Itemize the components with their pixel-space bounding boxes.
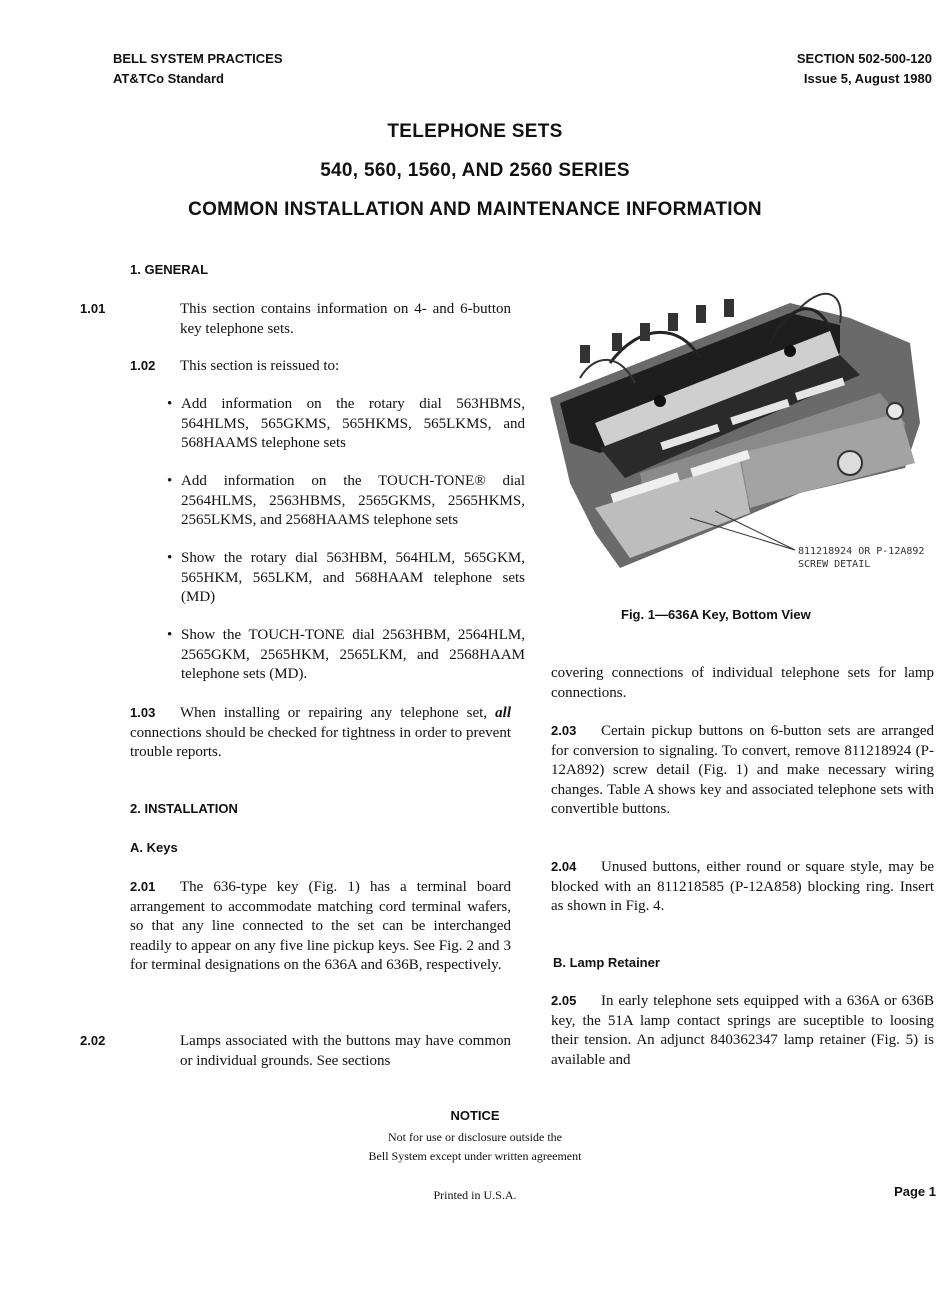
paragraph-number: 1.03: [130, 705, 156, 720]
figure-caption: Fig. 1—636A Key, Bottom View: [621, 607, 811, 622]
title-line1: TELEPHONE SETS: [387, 121, 563, 142]
figure-callout-desc: SCREW DETAIL: [798, 559, 871, 570]
notice-line2: Bell System except under written agreement: [368, 1149, 582, 1163]
paragraph-text: This section contains information on 4- and 6-button key telephone sets.: [180, 301, 511, 337]
paragraph-text: In early telephone sets equipped with a 636A or 636B key, the 51A lamp contact springs are suceptible to loosing their tension. An adjunct 840362347 lamp retainer (Fig. 5) is available and: [551, 993, 934, 1068]
paragraph-number: 2.02: [80, 1033, 106, 1048]
section2-heading: 2. INSTALLATION: [130, 801, 238, 816]
bullet-item: • Add information on the rotary dial 563HBMS, 564HLMS, 565GKMS, 565HKMS, 565LKMS, and 568HAAMS telephone sets: [167, 395, 525, 454]
notice-line1: Not for use or disclosure outside the: [388, 1130, 562, 1144]
section1-heading: 1. GENERAL: [130, 262, 209, 277]
figure-1: [540, 283, 930, 583]
paragraph-text: Certain pickup buttons on 6-button sets are arranged for conversion to signaling. To convert, remove 811218924 (P-12A892) screw detail (Fig. 1) and make necessary wiring changes. Table A shows key and associated telephone sets with convertible buttons.: [551, 723, 934, 817]
page-number: Page 1: [894, 1184, 936, 1199]
paragraph-2-04: [551, 857, 934, 917]
paragraph-text: When installing or repairing any telephone set,: [180, 705, 496, 721]
paragraph-2-05: [551, 991, 934, 1070]
paragraph-number: 1.01: [80, 301, 106, 316]
paragraph-1-02: [130, 356, 511, 377]
paragraph-2-01: [130, 877, 511, 976]
paragraph-2-02-continued: covering connections of individual telephone sets for lamp connections.: [551, 665, 934, 701]
paragraph-text: Unused buttons, either round or square style, may be blocked with an 811218585 (P-12A858) blocking ring. Insert as shown in Fig. 4.: [551, 859, 934, 914]
printed-in: Printed in U.S.A.: [433, 1188, 517, 1202]
paragraph-text: connections should be checked for tightness in order to prevent trouble reports.: [130, 724, 511, 760]
figure-callout-part: 811218924 OR P-12A892: [798, 546, 925, 557]
notice-title: NOTICE: [450, 1108, 500, 1123]
header-section: SECTION 502-500-120: [796, 51, 932, 66]
bullet-item: • Show the rotary dial 563HBM, 564HLM, 565GKM, 565HKM, 565LKM, and 568HAAM telephone sets (MD): [167, 549, 525, 608]
header-standard: AT&TCo Standard: [113, 71, 224, 86]
bullet-item: • Add information on the TOUCH-TONE® dial 2564HLMS, 2563HBMS, 2565GKMS, 2565HKMS, 2565LKMS, and 2568HAAMS telephone sets: [167, 472, 525, 531]
subsection-a-heading: A. Keys: [130, 840, 178, 855]
header-publication: BELL SYSTEM PRACTICES: [113, 51, 283, 66]
paragraph-number: 2.04: [551, 859, 577, 874]
paragraph-number: 2.03: [551, 723, 577, 738]
header-left: [113, 49, 283, 89]
figure-callout: [798, 545, 924, 571]
paragraph-number: 2.05: [551, 993, 577, 1008]
paragraph-number: 1.02: [130, 358, 156, 373]
header-issue: Issue 5, August 1980: [803, 71, 932, 86]
header-right: [797, 49, 932, 89]
title-line3: COMMON INSTALLATION AND MAINTENANCE INFORMATION: [188, 199, 762, 220]
emphasis-all: all: [495, 705, 511, 721]
paragraph-text: This section is reissued to:: [180, 358, 340, 374]
title-line2: 540, 560, 1560, AND 2560 SERIES: [320, 160, 630, 181]
bullet-item: • Show the TOUCH-TONE dial 2563HBM, 2564HLM, 2565GKM, 2565HKM, 2565LKM, and 2568HAAM telephone sets (MD).: [167, 626, 525, 685]
paragraph-text: Lamps associated with the buttons may have common or individual grounds. See sections: [180, 1033, 511, 1069]
paragraph-2-03: [551, 721, 934, 820]
paragraph-2-02: [80, 1031, 511, 1071]
paragraph-1-03: [130, 703, 511, 763]
key-bottom-view-image: [540, 283, 930, 583]
paragraph-number: 2.01: [130, 879, 156, 894]
subsection-b-heading: B. Lamp Retainer: [553, 955, 660, 970]
paragraph-text: The 636-type key (Fig. 1) has a terminal board arrangement to accommodate matching cord terminal wafers, so that any line connected to the set can be interchanged readily to appear on any five line pickup keys. See Fig. 2 and 3 for terminal designations on the 636A and 636B, respectively.: [130, 879, 511, 973]
paragraph-1-01: [80, 299, 511, 339]
